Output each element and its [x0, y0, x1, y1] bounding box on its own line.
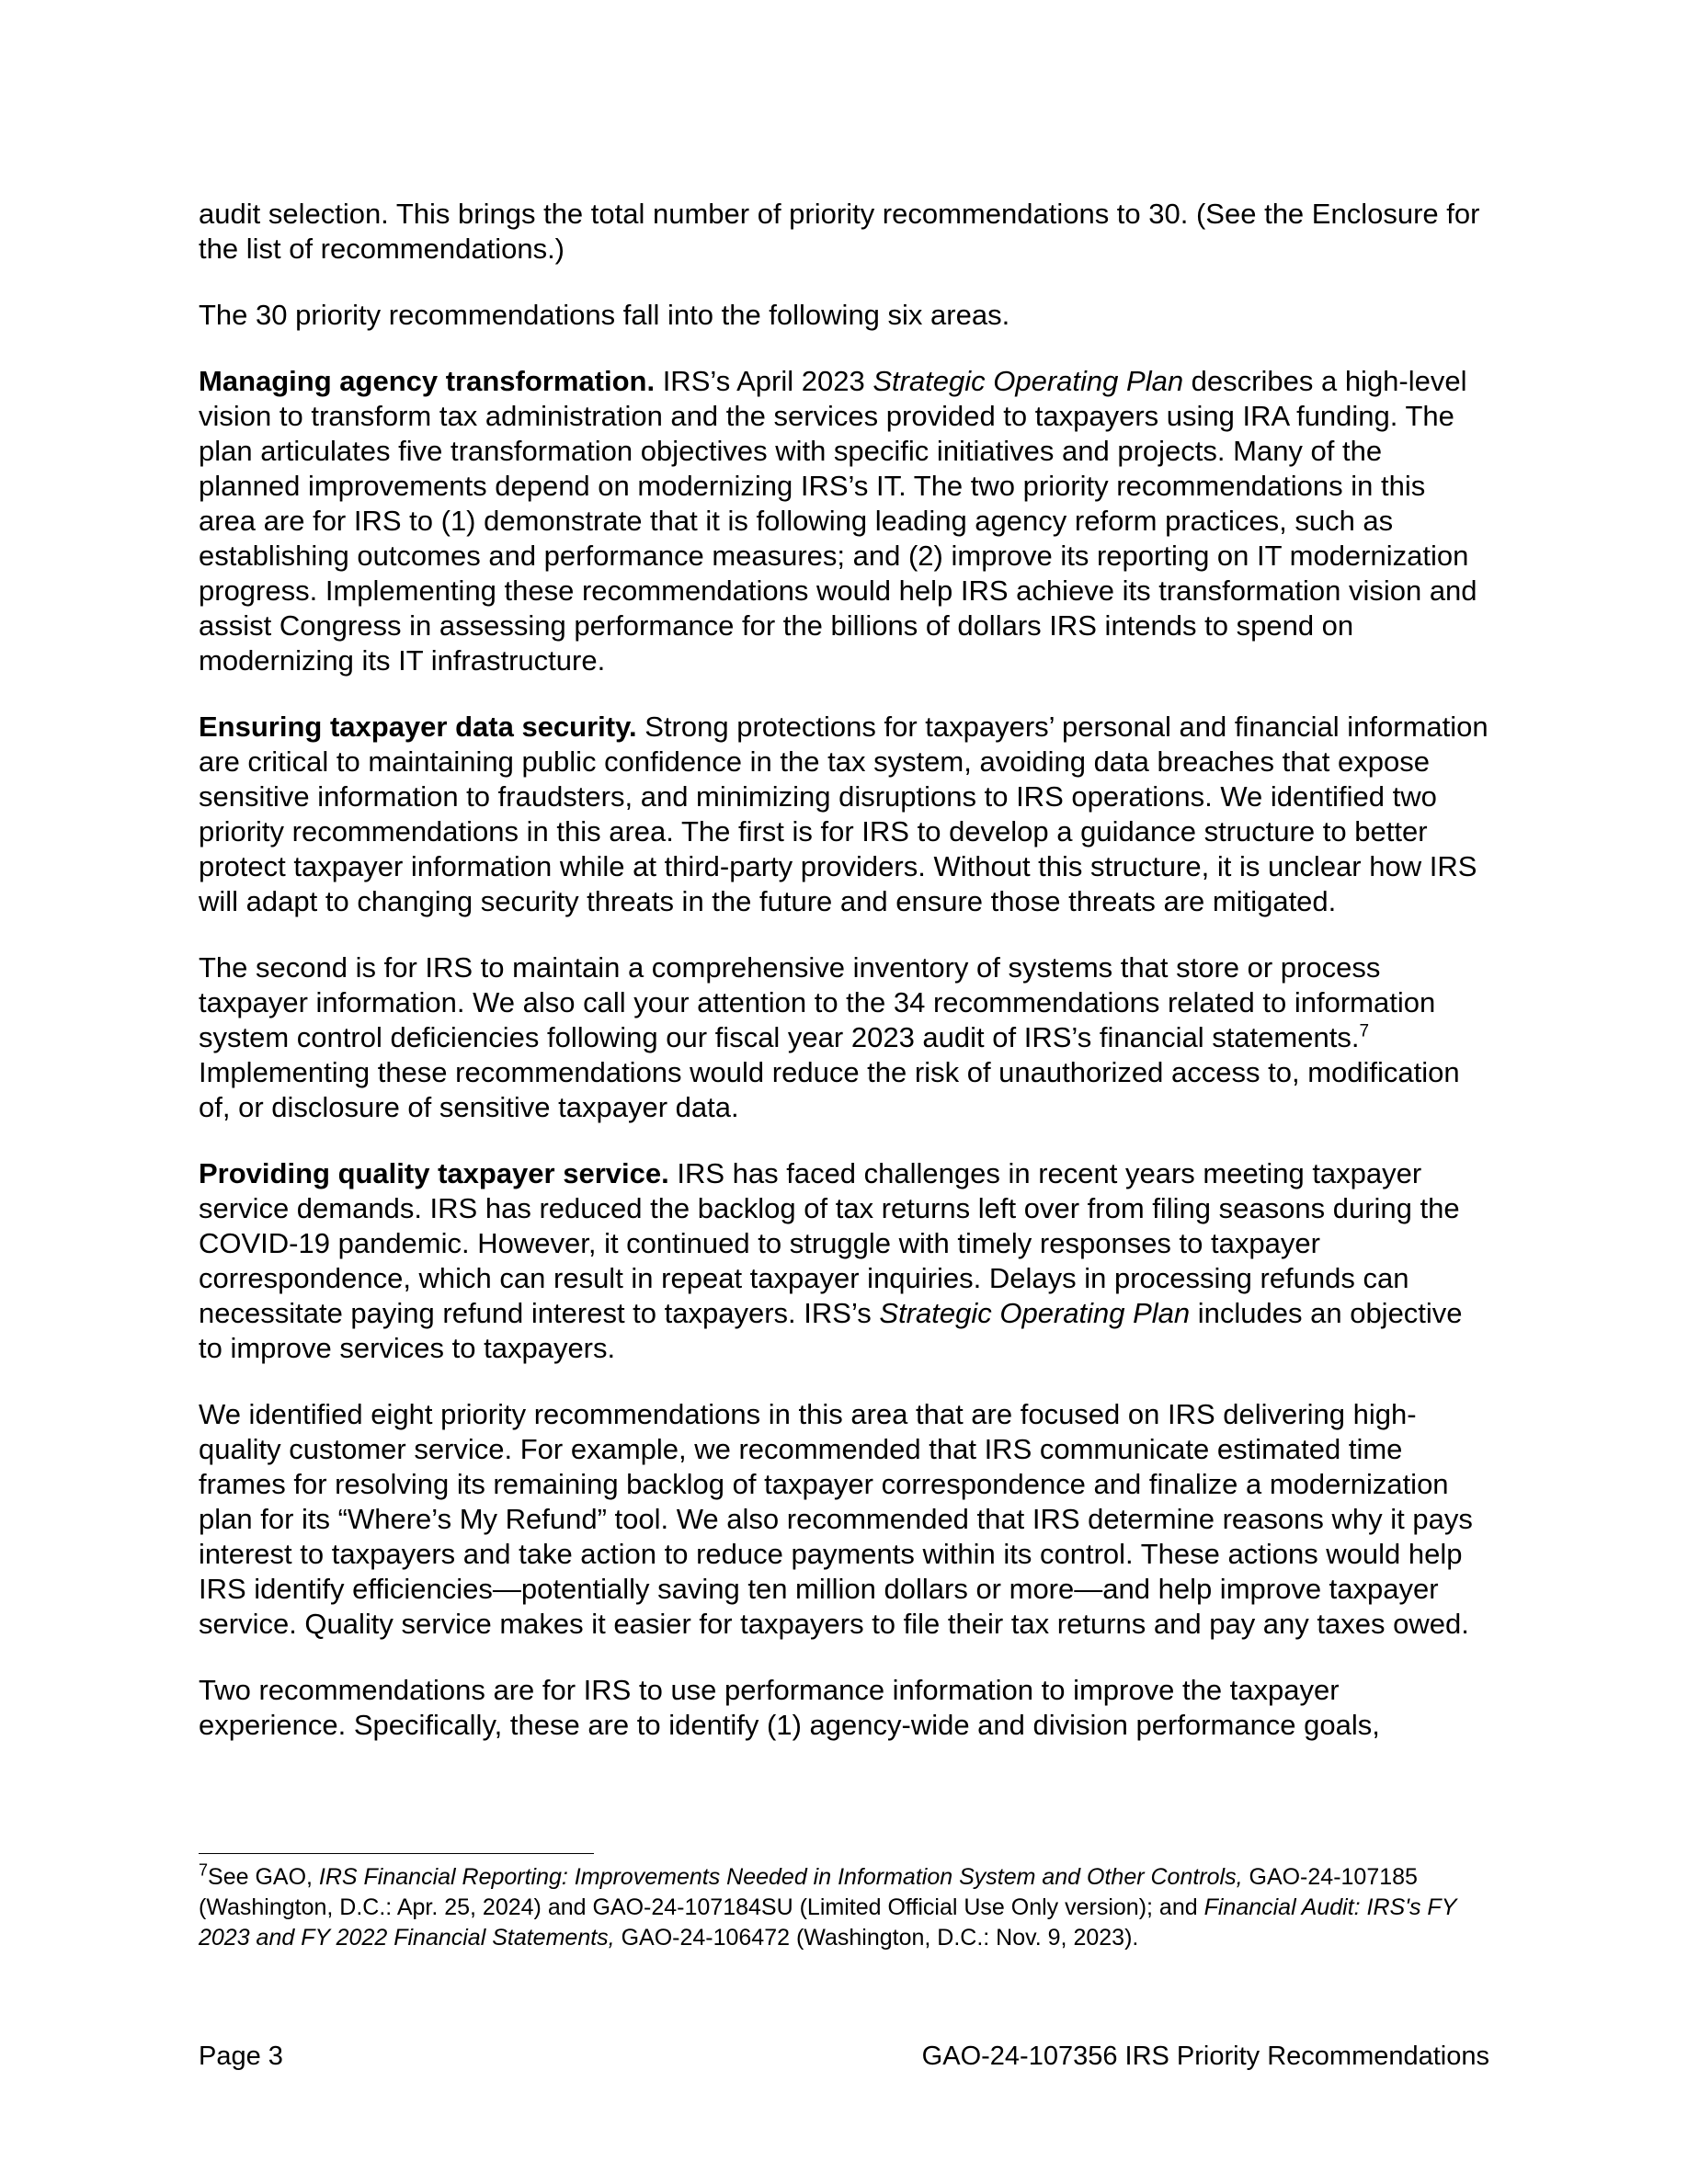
paragraph-quality-taxpayer-service: Providing quality taxpayer service. IRS has faced challenges in recent years meeting taxpayer service demands. IRS has reduced the backlog of tax returns left over from filing seasons during the COVID-19 pandemic. However, it continued to struggle with timely responses to taxpayer correspondence, which can result in repeat taxpayer inquiries. Delays in processing refunds can necessitate paying refund interest to taxpayers. IRS’s Strategic Operating Plan includes an objective to improve services to taxpayers.: [199, 1157, 1463, 1364]
footnote-divider: [199, 1853, 594, 1854]
paragraph-systems-inventory: The second is for IRS to maintain a comprehensive inventory of systems that store or process taxpayer information. We also call your attention to the 34 recommendations related to information system control deficiencies following our fiscal year 2023 audit of IRS’s financial statements.$^7$ Implementing these recommendations would reduce the risk of unauthorized access to, modification of, or disclosure of sensitive taxpayer data.: [199, 951, 1460, 1123]
paragraph-taxpayer-data-security: Ensuring taxpayer data security. Strong protections for taxpayers’ personal and financial information are critical to maintaining public confidence in the tax system, avoiding data breaches that expose sensitive information to fraudsters, and minimizing disruptions to IRS operations. We identified two priority recommendations in this area. The first is for IRS to develop a guidance structure to better protect taxpayer information while at third-party providers. Without this structure, it is unclear how IRS will adapt to changing security threats in the future and ensure those threats are mitigated.: [199, 711, 1488, 917]
section-heading-data-security: Ensuring taxpayer data security.: [199, 711, 637, 743]
section-heading-transformation: Managing agency transformation.: [199, 365, 656, 397]
footnote-citation-italic: Financial Audit: IRS's FY 2023 and FY 2022 Financial Statements,: [199, 1894, 1456, 1951]
report-identifier: GAO-24-107356 IRS Priority Recommendations: [921, 2042, 1489, 2071]
footnote-citation-italic: IRS Financial Reporting: Improvements Needed in Information System and Other Controls,: [318, 1864, 1243, 1890]
paragraph-performance-information: Two recommendations are for IRS to use performance information to improve the taxpayer experience. Specifically, these are to identify (1) agency-wide and division performance goals,: [199, 1674, 1380, 1741]
paragraph-six-areas: The 30 priority recommendations fall into the following six areas.: [199, 299, 1010, 331]
plan-title-italic: Strategic Operating Plan: [873, 365, 1184, 397]
page-number: Page 3: [199, 2042, 283, 2071]
footnote-reference[interactable]: 7: [1359, 1021, 1370, 1041]
paragraph-eight-recommendations: We identified eight priority recommendations in this area that are focused on IRS delivering high-quality customer service. For example, we recommended that IRS communicate estimated time frames for resolving its remaining backlog of taxpayer correspondence and finalize a modernization plan for its “Where’s My Refund” tool. We also recommended that IRS determine reasons why it pays interest to taxpayers and take action to reduce payments within its control. These actions would help IRS identify efficiencies—potentially saving ten million dollars or more—and help improve taxpayer service. Quality service makes it easier for taxpayers to file their tax returns and pay any taxes owed.: [199, 1398, 1473, 1640]
footnote-7: $^7$See GAO, IRS Financial Reporting: Improvements Needed in Information System and Other Controls, GAO-24-107185 (Washington, D.C.: Apr. 25, 2024) and GAO-24-107184SU (Limited Official Use Only version); and Financial Audit: IRS's FY 2023 and FY 2022 Financial Statements, GAO-24-106472 (Washington, D.C.: Nov. 9, 2023).: [199, 1860, 1456, 1951]
document-body: [199, 197, 1489, 1774]
section-heading-taxpayer-service: Providing quality taxpayer service.: [199, 1157, 669, 1189]
footnote-number: 7: [199, 1860, 209, 1880]
paragraph-intro-continuation: audit selection. This brings the total number of priority recommendations to 30. (See the Enclosure for the list of recommendations.): [199, 198, 1480, 265]
paragraph-managing-agency-transformation: Managing agency transformation. IRS’s April 2023 Strategic Operating Plan describes a high-level vision to transform tax administration and the services provided to taxpayers using IRA funding. The plan articulates five transformation objectives with specific initiatives and projects. Many of the planned improvements depend on modernizing IRS’s IT. The two priority recommendations in this area are for IRS to (1) demonstrate that it is following leading agency reform practices, such as establishing outcomes and performance measures; and (2) improve its reporting on IT modernization progress. Implementing these recommendations would help IRS achieve its transformation vision and assist Congress in assessing performance for the billions of dollars IRS intends to spend on modernizing its IT infrastructure.: [199, 365, 1477, 677]
plan-title-italic: Strategic Operating Plan: [879, 1297, 1191, 1329]
